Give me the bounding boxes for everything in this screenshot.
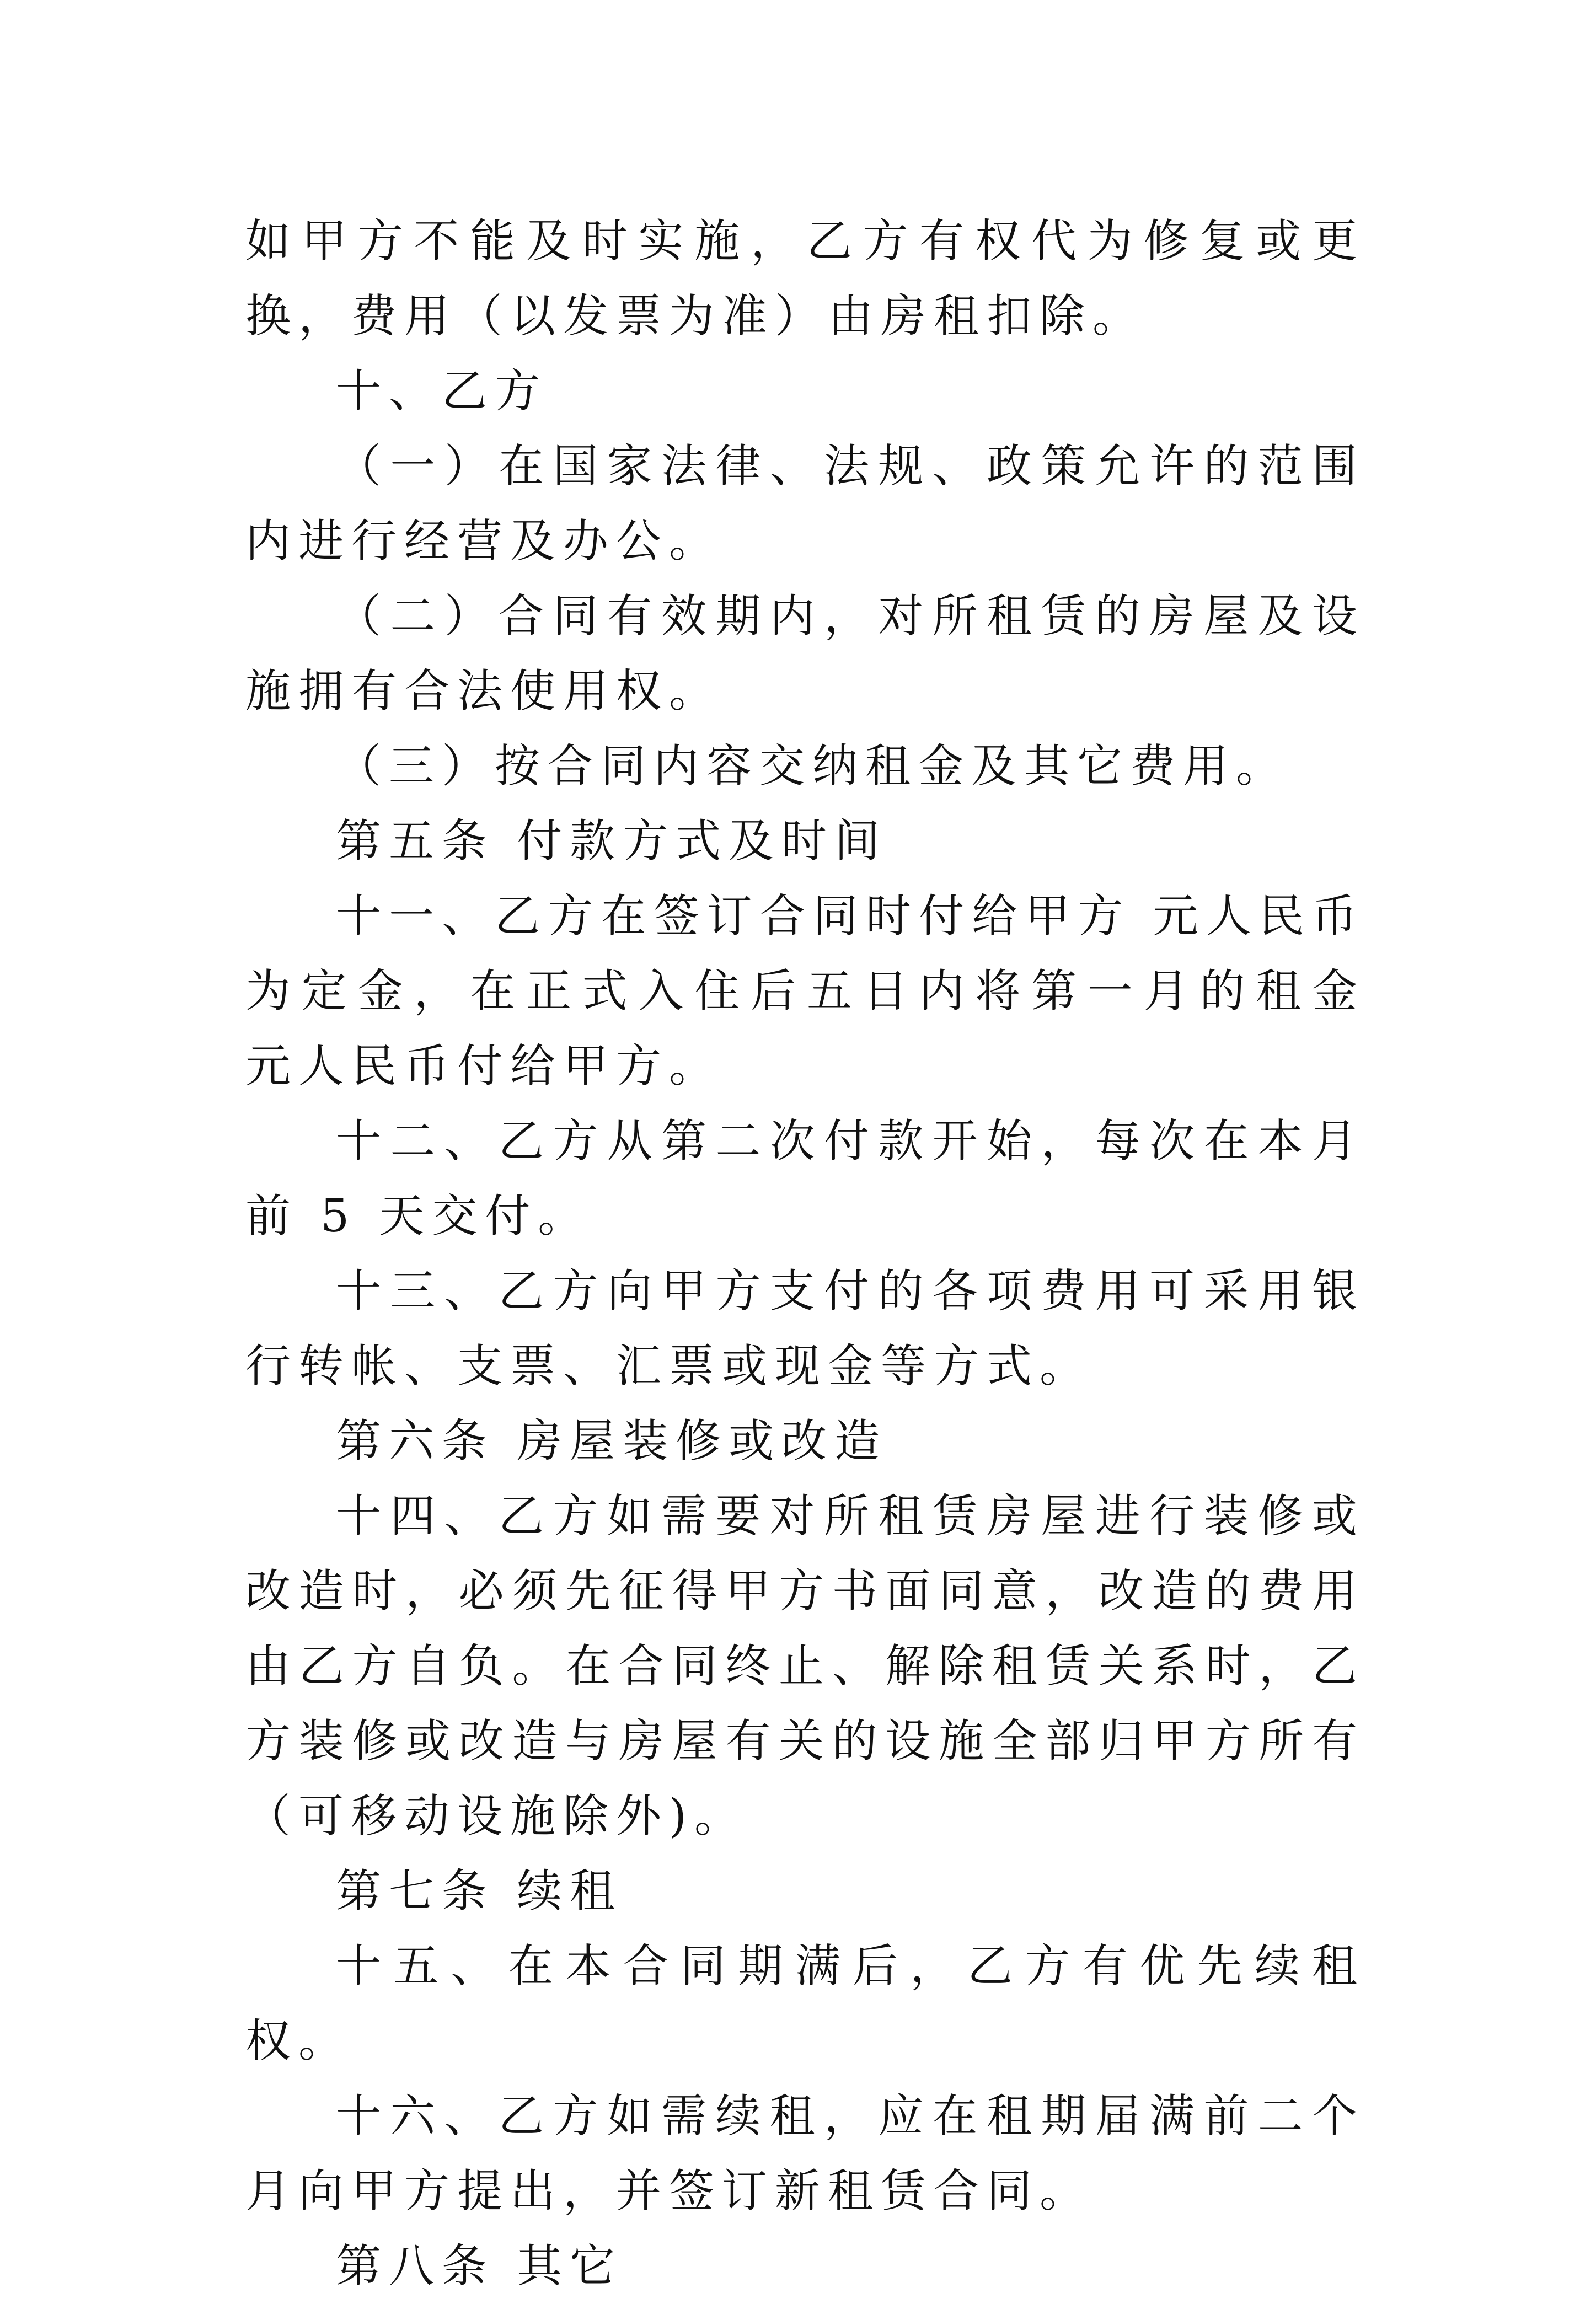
paragraph-item-12: 十二、乙方从第二次付款开始，每次在本月前 5 天交付。 (245, 1115, 1365, 1242)
paragraph-clause-2: （二）合同有效期内，对所租赁的房屋及设施拥有合法使用权。 (245, 590, 1365, 717)
article-5-heading: 第五条 付款方式及时间 (336, 815, 888, 867)
paragraph-item-15: 十五、在本合同期满后，乙方有优先续租权。 (245, 1940, 1365, 2067)
article-8-heading: 第八条 其它 (336, 2240, 623, 2292)
document-body (245, 204, 1365, 2304)
paragraph-party-b-heading: 十、乙方 (336, 365, 548, 417)
paragraph-continuation: 如甲方不能及时实施，乙方有权代为修复或更换，费用（以发票为准）由房租扣除。 (245, 215, 1365, 342)
paragraph-item-11: 十一、乙方在签订合同时付给甲方 元人民币为定金，在正式入住后五日内将第一月的租金 元人民币付给甲方。 (245, 890, 1365, 1092)
paragraph-clause-3: （三）按合同内容交纳租金及其它费用。 (336, 740, 1289, 792)
paragraph-clause-1: （一）在国家法律、法规、政策允许的范围内进行经营及办公。 (245, 440, 1365, 567)
article-6-heading: 第六条 房屋装修或改造 (336, 1415, 888, 1467)
paragraph-item-13: 十三、乙方向甲方支付的各项费用可采用银行转帐、支票、汇票或现金等方式。 (245, 1265, 1365, 1392)
paragraph-item-14: 十四、乙方如需要对所租赁房屋进行装修或改造时，必须先征得甲方书面同意，改造的费用由乙方自负。在合同终止、解除租赁关系时，乙方装修或改造与房屋有关的设施全部归甲方所有（可移动设施除外)。 (245, 1490, 1365, 1842)
paragraph-item-16: 十六、乙方如需续租，应在租期届满前二个月向甲方提出，并签订新租赁合同。 (245, 2090, 1365, 2217)
article-7-heading: 第七条 续租 (336, 1865, 623, 1917)
